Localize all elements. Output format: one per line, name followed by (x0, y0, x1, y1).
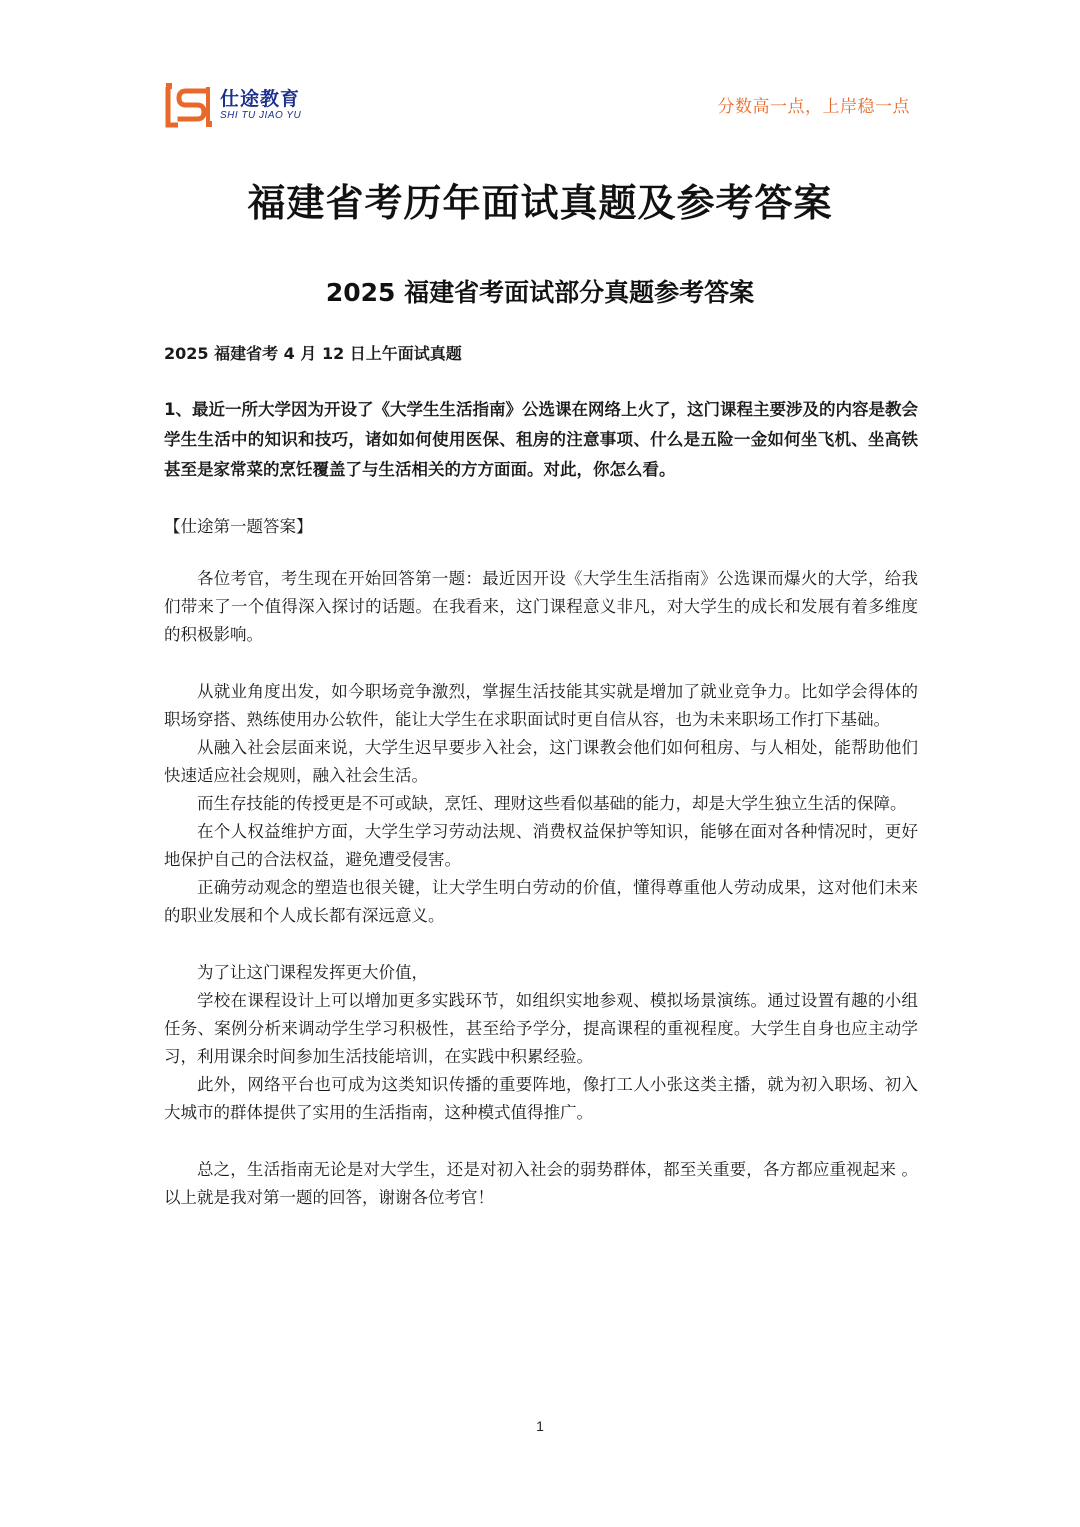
page-header (0, 0, 1080, 140)
question-text: 1、最近一所大学因为开设了《大学生生活指南》公选课在网络上火了，这门课程主要涉及的内容是教会学生生活中的知识和技巧，诸如如何使用医保、租房的注意事项、什么是五险一金如何坐飞机、坐高铁甚至是家常菜的烹饪覆盖了与生活相关的方方面面。对此，你怎么看。 (164, 400, 918, 479)
logo-english-name: SHI TU JIAO YU (220, 110, 302, 121)
answer-paragraph-school: 学校在课程设计上可以增加更多实践环节，如组织实地参观、模拟场景演练。通过设置有趣的小组任务、案例分析来调动学生学习积极性，甚至给予学分，提高课程的重视程度。大学生自身也应主动学习，利用课余时间参加生活技能培训，在实践中积累经验。 (164, 991, 918, 1066)
logo-chinese-name: 仕途教育 (220, 88, 301, 110)
brand-logo (164, 80, 301, 130)
answer-paragraph-survival: 而生存技能的传授更是不可或缺，烹饪、理财这些看似基础的能力，却是大学生独立生活的保障。 (197, 794, 907, 813)
spacer (164, 541, 918, 565)
answer-paragraph-conclusion: 总之，生活指南无论是对大学生，还是对初入社会的弱势群体，都至关重要，各方都应重视起来 。以上就是我对第一题的回答，谢谢各位考官！ (164, 1160, 918, 1207)
shitu-logo-icon (164, 81, 214, 129)
answer-paragraph-society: 从融入社会层面来说，大学生迟早要步入社会，这门课教会他们如何租房、与人相处，能帮助他们快速适应社会规则，融入社会生活。 (164, 738, 918, 785)
document-title: 福建省考历年面试真题及参考答案 (247, 181, 833, 225)
page-number: 1 (536, 1418, 544, 1434)
spacer (164, 930, 918, 959)
document-body (164, 340, 918, 1212)
answer-paragraph-intro: 各位考官，考生现在开始回答第一题：最近因开设《大学生生活指南》公选课而爆火的大学，给我们带来了一个值得深入探讨的话题。在我看来，这门课程意义非凡，对大学生的成长和发展有着多维度的积极影响。 (164, 569, 918, 644)
answer-label: 【仕途第一题答案】 (164, 517, 313, 536)
spacer (164, 649, 918, 678)
answer-paragraph-rights: 在个人权益维护方面，大学生学习劳动法规、消费权益保护等知识，能够在面对各种情况时，更好地保护自己的合法权益，避免遭受侵害。 (164, 822, 918, 869)
logo-text (220, 88, 301, 122)
answer-paragraph-measures-intro: 为了让这门课程发挥更大价值， (197, 963, 428, 982)
spacer (164, 1127, 918, 1156)
document-subtitle: 2025 福建省考面试部分真题参考答案 (325, 278, 755, 307)
answer-paragraph-employment: 从就业角度出发，如今职场竞争激烈，掌握生活技能其实就是增加了就业竞争力。比如学会得体的职场穿搭、熟练使用办公软件，能让大学生在求职面试时更自信从容，也为未来职场工作打下基础。 (164, 682, 918, 729)
header-slogan: 分数高一点，上岸稳一点 (717, 97, 910, 117)
session-heading: 2025 福建省考 4 月 12 日上午面试真题 (164, 344, 462, 363)
answer-paragraph-network: 此外，网络平台也可成为这类知识传播的重要阵地，像打工人小张这类主播，就为初入职场、初入大城市的群体提供了实用的生活指南，这种模式值得推广。 (164, 1075, 918, 1122)
answer-paragraph-labor: 正确劳动观念的塑造也很关键，让大学生明白劳动的价值，懂得尊重他人劳动成果，这对他们未来的职业发展和个人成长都有深远意义。 (164, 878, 918, 925)
